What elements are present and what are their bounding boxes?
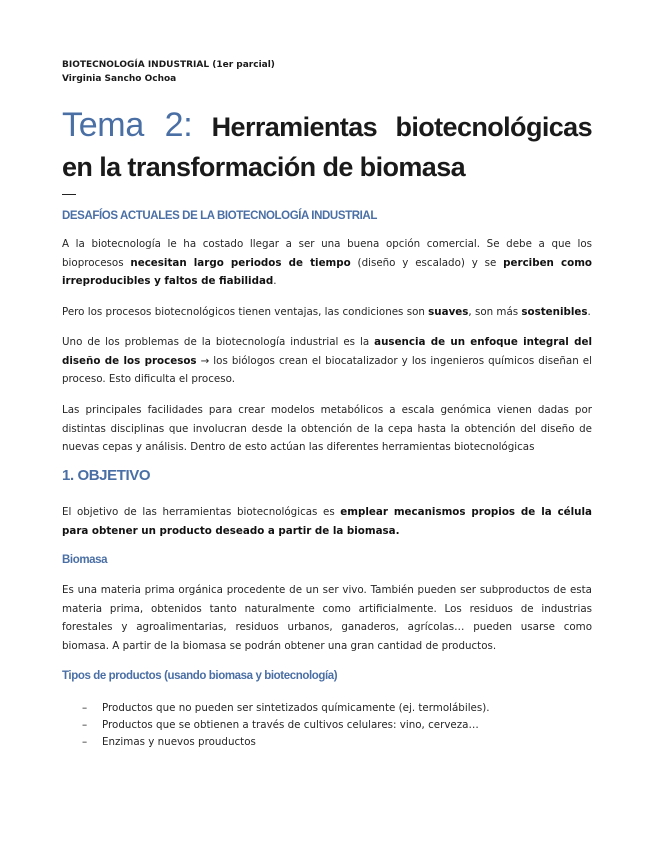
list-item — [62, 717, 592, 734]
dash-bullet: – — [82, 736, 88, 748]
paragraph-desafios-2 — [62, 303, 592, 322]
product-type-list — [62, 700, 592, 751]
paragraph-objetivo — [62, 503, 592, 540]
bold-run: necesitan largo periodos de tiempo — [130, 256, 351, 269]
text-run: (diseño y escalado) y se — [350, 256, 504, 269]
title-text: Herramientas biotecnológicas en la transformación de biomasa — [62, 112, 592, 182]
bold-run: ausencia de un enfoque integral del diseño de los procesos — [62, 336, 592, 367]
text-run: Pero los procesos biotecnológicos tienen ventajas, las condiciones son — [62, 306, 429, 318]
list-item — [62, 734, 592, 751]
text-run: A la biotecnología le ha costado llegar a ser una buena opción comercial. Se debe a que los bioprocesos — [62, 238, 592, 269]
subheading-tipos-productos: Tipos de productos (usando biomasa y biotecnología) — [62, 670, 338, 682]
course-name: BIOTECNOLOGÍA INDUSTRIAL (1er parcial) — [62, 60, 275, 70]
paragraph-desafios-3 — [62, 333, 592, 389]
dash-bullet: – — [82, 702, 88, 714]
section-heading-objetivo: 1. OBJETIVO — [62, 467, 151, 484]
dash-bullet: – — [82, 719, 88, 731]
bold-run: sostenibles — [521, 306, 588, 318]
title-divider — [62, 194, 76, 195]
list-item-text: Enzimas y nuevos prouductos — [102, 736, 256, 748]
subheading-biomasa: Biomasa — [62, 554, 108, 566]
bold-run: perciben como irreproducibles y faltos de fiabilidad — [62, 256, 592, 287]
paragraph-biomasa: Es una materia prima orgánica procedente de un ser vivo. También pueden ser subproductos de esta materia prima, obtenidos tanto naturalmente como artificialmente. Los residuos de industrias forestales y agroalimentarias, residuos urbanos, ganaderos, agrícolas… pueden usarse como biomasa. A partir de la biomasa se podrán obtener una gran cantidad de productos. — [62, 584, 592, 652]
document-header — [62, 58, 275, 86]
text-run: Uno de los problemas de la biotecnología industrial es la — [62, 336, 375, 348]
paragraph-desafios-1 — [62, 235, 592, 291]
text-run: El objetivo de las herramientas biotecnológicas es — [62, 506, 341, 518]
list-item-text: Productos que no pueden ser sintetizados químicamente (ej. termolábiles). — [102, 702, 490, 714]
text-run: . — [587, 306, 591, 318]
bold-run: emplear mecanismos propios de la célula para obtener un producto deseado a partir de la biomasa. — [62, 506, 592, 537]
text-run: → los biólogos crean el biocatalizador y los ingenieros químicos diseñan el proceso. Esto dificulta el proceso. — [62, 354, 593, 385]
list-item-text: Productos que se obtienen a través de cultivos celulares: vino, cerveza… — [102, 719, 479, 731]
paragraph-desafios-4: Las principales facilidades para crear modelos metabólicos a escala genómica vienen dadas por distintas disciplinas que involucran desde la obtención de la cepa hasta la obtención del diseño de nuevas cepas y análisis. Dentro de esto actúan las diferentes herramientas biotecnológicas — [62, 404, 592, 453]
section-heading-desafios: DESAFÍOS ACTUALES DE LA BIOTECNOLOGÍA INDUSTRIAL — [62, 210, 377, 222]
title-tema: Tema 2: — [62, 106, 193, 144]
list-item — [62, 700, 592, 717]
author-name: Virginia Sancho Ochoa — [62, 74, 177, 84]
bold-run: suaves — [428, 306, 469, 318]
page-title — [62, 105, 592, 187]
text-run: , son más — [468, 306, 522, 318]
text-run: . — [273, 275, 277, 287]
